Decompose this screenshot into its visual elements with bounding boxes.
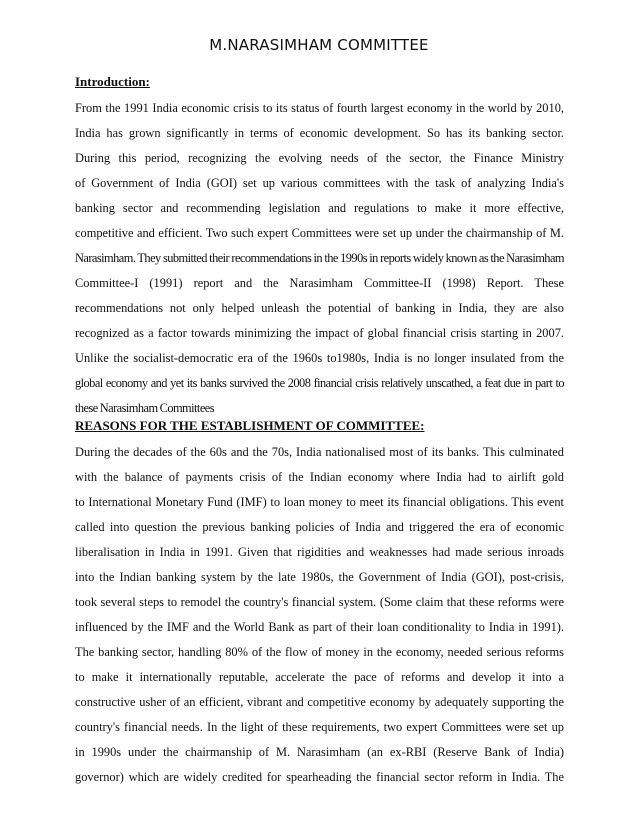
introduction-line: Committee-I (1991) report and the Narasimham Committee-II (1998) Report. These (75, 276, 564, 290)
reasons-line: in 1990s under the chairmanship of M. Narasimham (an ex-RBI (Reserve Bank of India) (75, 745, 564, 759)
reasons-line: into the Indian banking system by the late 1980s, the Government of India (GOI), post-crisis, (75, 570, 564, 584)
reasons-line: constructive usher of an efficient, vibrant and competitive economy by adequately supporting the (75, 695, 564, 709)
document-title: M.NARASIMHAM COMMITTEE (209, 36, 429, 54)
introduction-line: of Government of India (GOI) set up various committees with the task of analyzing India's (75, 176, 564, 190)
introduction-line: banking sector and recommending legislation and regulations to make it more effective, (75, 201, 564, 215)
reasons-line: country's financial needs. In the light of these requirements, two expert Committees were set up (75, 720, 564, 734)
reasons-line: took several steps to remodel the country's financial system. (Some claim that these reforms were (75, 595, 564, 609)
reasons-line: called into question the previous banking policies of India and triggered the era of economic (75, 520, 564, 534)
introduction-line: recommendations not only helped unleash the potential of banking in India, they are also (75, 301, 564, 315)
reasons-paragraph (75, 440, 564, 790)
introduction-line: From the 1991 India economic crisis to its status of fourth largest economy in the world by 2010, (75, 101, 564, 115)
reasons-line: liberalisation in India in 1991. Given that rigidities and weaknesses had made serious inroads (75, 545, 564, 559)
reasons-line: to International Monetary Fund (IMF) to loan money to meet its financial obligations. This event (75, 495, 564, 509)
introduction-line: Unlike the socialist-democratic era of the 1960s to1980s, India is no longer insulated from the (75, 351, 564, 365)
reasons-line: The banking sector, handling 80% of the flow of money in the economy, needed serious reforms (75, 645, 564, 659)
reasons-line: During the decades of the 60s and the 70s, India nationalised most of its banks. This culminated (75, 445, 564, 459)
introduction-line: recognized as a factor towards minimizing the impact of global financial crisis starting in 2007. (75, 326, 564, 340)
introduction-line: India has grown significantly in terms of economic development. So has its banking sector. (75, 126, 564, 140)
reasons-heading: REASONS FOR THE ESTABLISHMENT OF COMMITTEE: (75, 418, 425, 433)
reasons-line: to make it internationally reputable, accelerate the pace of reforms and develop it into a (75, 670, 564, 684)
reasons-line: governor) which are widely credited for spearheading the financial sector reform in India. The (75, 770, 564, 784)
introduction-line: global economy and yet its banks survived the 2008 financial crisis relatively unscathed, a feat due in part to (75, 376, 564, 390)
introduction-line: these Narasimham Committees (75, 401, 214, 415)
introduction-heading: Introduction: (75, 74, 150, 89)
introduction-line: During this period, recognizing the evolving needs of the sector, the Finance Ministry (75, 151, 564, 165)
reasons-line: influenced by the IMF and the World Bank as part of their loan conditionality to India in 1991). (75, 620, 564, 634)
introduction-line: competitive and efficient. Two such expert Committees were set up under the chairmanship of M. (75, 226, 564, 240)
reasons-line: with the balance of payments crisis of the Indian economy where India had to airlift gold (75, 470, 564, 484)
introduction-paragraph (75, 96, 564, 421)
introduction-line: Narasimham. They submitted their recommendations in the 1990s in reports widely known as the Narasimham (75, 251, 564, 265)
